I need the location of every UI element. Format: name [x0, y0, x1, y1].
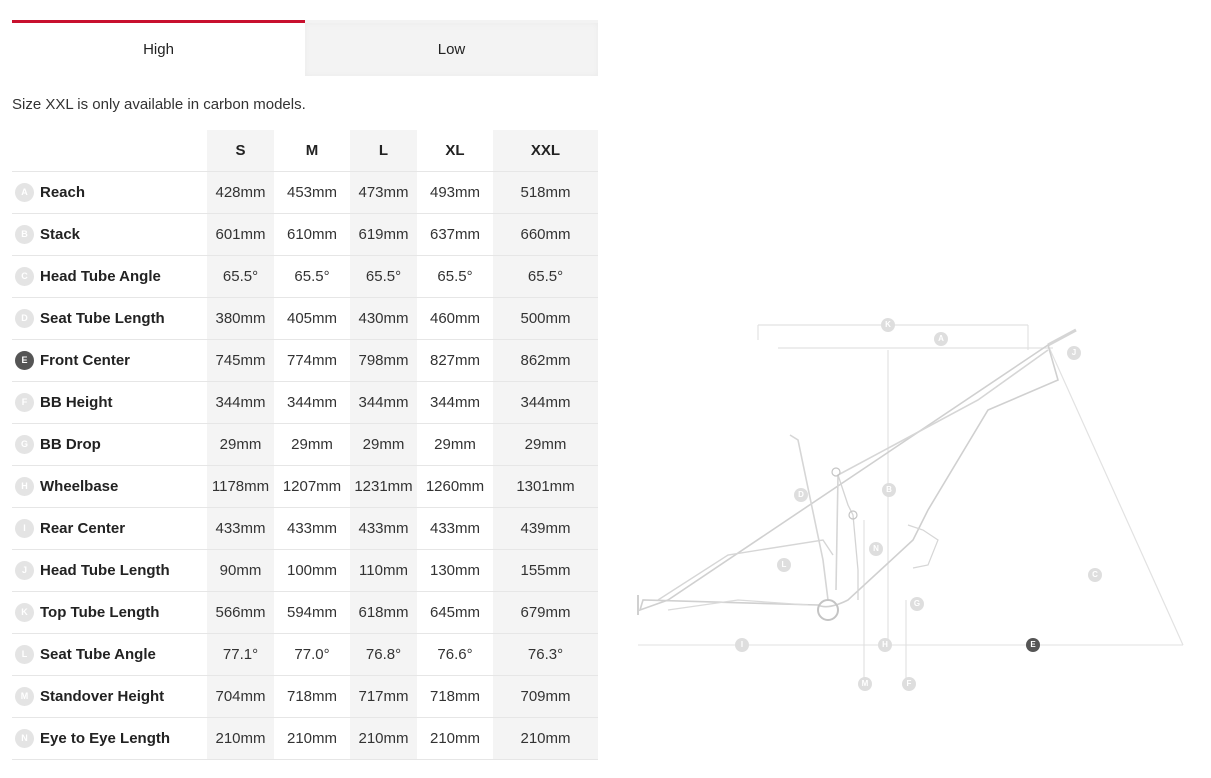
measurement-value: 460mm: [417, 297, 493, 339]
table-row: [12, 297, 598, 339]
measurement-badge: M: [15, 687, 34, 706]
diagram-label-a: A: [934, 332, 948, 346]
measurement-value: 29mm: [274, 423, 350, 465]
measurement-value: 493mm: [417, 171, 493, 213]
measurement-value: 774mm: [274, 339, 350, 381]
row-label-cell: [12, 675, 207, 717]
measurement-value: 344mm: [417, 381, 493, 423]
measurement-value: 1301mm: [493, 465, 598, 507]
diagram-label-k: K: [881, 318, 895, 332]
row-label-cell: [12, 255, 207, 297]
measurement-value: 210mm: [274, 717, 350, 759]
measurement-value: 433mm: [417, 507, 493, 549]
measurement-value: 29mm: [417, 423, 493, 465]
table-row: [12, 339, 598, 381]
measurement-badge: K: [15, 603, 34, 622]
measurement-value: 344mm: [274, 381, 350, 423]
measurement-value: 210mm: [350, 717, 417, 759]
measurement-value: 210mm: [417, 717, 493, 759]
measurement-badge: J: [15, 561, 34, 580]
measurement-label: Top Tube Length: [40, 603, 160, 621]
measurement-label: Seat Tube Angle: [40, 645, 156, 663]
measurement-value: 594mm: [274, 591, 350, 633]
measurement-value: 1231mm: [350, 465, 417, 507]
row-label-cell: [12, 213, 207, 255]
measurement-label: BB Drop: [40, 435, 101, 453]
measurement-value: 618mm: [350, 591, 417, 633]
table-row: [12, 465, 598, 507]
measurement-value: 473mm: [350, 171, 417, 213]
measurement-value: 679mm: [493, 591, 598, 633]
measurement-label: Eye to Eye Length: [40, 729, 171, 747]
diagram-label-e: E: [1026, 638, 1040, 652]
diagram-label-b: B: [882, 483, 896, 497]
geometry-table: [12, 130, 598, 760]
measurement-value: 380mm: [207, 297, 274, 339]
measurement-value: 430mm: [350, 297, 417, 339]
measurement-badge: E: [15, 351, 34, 370]
measurement-badge: L: [15, 645, 34, 664]
measurement-value: 100mm: [274, 549, 350, 591]
measurement-value: 827mm: [417, 339, 493, 381]
measurement-badge: C: [15, 267, 34, 286]
measurement-value: 210mm: [207, 717, 274, 759]
diagram-label-m: M: [858, 677, 872, 691]
measurement-value: 65.5°: [417, 255, 493, 297]
table-row: [12, 213, 598, 255]
measurement-value: 862mm: [493, 339, 598, 381]
size-header-xl: XL: [417, 130, 493, 171]
measurement-value: 518mm: [493, 171, 598, 213]
measurement-value: 439mm: [493, 507, 598, 549]
measurement-badge: N: [15, 729, 34, 748]
measurement-value: 110mm: [350, 549, 417, 591]
measurement-label: Head Tube Length: [40, 561, 170, 579]
measurement-value: 65.5°: [493, 255, 598, 297]
measurement-badge: F: [15, 393, 34, 412]
measurement-value: 619mm: [350, 213, 417, 255]
measurement-label: Seat Tube Length: [40, 309, 165, 327]
measurement-value: 601mm: [207, 213, 274, 255]
measurement-value: 637mm: [417, 213, 493, 255]
measurement-value: 1207mm: [274, 465, 350, 507]
diagram-label-n: N: [869, 542, 883, 556]
measurement-value: 709mm: [493, 675, 598, 717]
measurement-value: 77.0°: [274, 633, 350, 675]
geometry-tabs: [12, 20, 598, 76]
measurement-value: 130mm: [417, 549, 493, 591]
measurement-badge: H: [15, 477, 34, 496]
diagram-label-f: F: [902, 677, 916, 691]
measurement-label: Head Tube Angle: [40, 267, 161, 285]
measurement-badge: B: [15, 225, 34, 244]
measurement-value: 566mm: [207, 591, 274, 633]
measurement-value: 344mm: [350, 381, 417, 423]
row-label-cell: [12, 633, 207, 675]
row-label-cell: [12, 465, 207, 507]
measurement-value: 1178mm: [207, 465, 274, 507]
measurement-label: Reach: [40, 183, 86, 201]
measurement-value: 610mm: [274, 213, 350, 255]
measurement-value: 704mm: [207, 675, 274, 717]
measurement-value: 745mm: [207, 339, 274, 381]
measurement-value: 433mm: [274, 507, 350, 549]
table-row: [12, 423, 598, 465]
table-row: [12, 591, 598, 633]
measurement-value: 65.5°: [274, 255, 350, 297]
bike-frame-illustration: [628, 300, 1198, 710]
measurement-badge: I: [15, 519, 34, 538]
measurement-badge: D: [15, 309, 34, 328]
header-spacer: [12, 130, 207, 171]
diagram-label-h: H: [878, 638, 892, 652]
tab-high[interactable]: High: [12, 20, 305, 76]
bike-geometry-diagram: [628, 300, 1198, 710]
measurement-label: Wheelbase: [40, 477, 119, 495]
row-label-cell: [12, 297, 207, 339]
measurement-value: 155mm: [493, 549, 598, 591]
row-label-cell: [12, 549, 207, 591]
measurement-badge: G: [15, 435, 34, 454]
diagram-label-l: L: [777, 558, 791, 572]
size-header-l: L: [350, 130, 417, 171]
measurement-value: 1260mm: [417, 465, 493, 507]
measurement-label: Rear Center: [40, 519, 126, 537]
measurement-value: 500mm: [493, 297, 598, 339]
measurement-value: 76.8°: [350, 633, 417, 675]
measurement-value: 718mm: [417, 675, 493, 717]
measurement-value: 798mm: [350, 339, 417, 381]
diagram-label-d: D: [794, 488, 808, 502]
table-row: [12, 717, 598, 759]
measurement-label: Front Center: [40, 351, 130, 369]
measurement-value: 76.3°: [493, 633, 598, 675]
measurement-value: 76.6°: [417, 633, 493, 675]
measurement-value: 718mm: [274, 675, 350, 717]
measurement-value: 29mm: [207, 423, 274, 465]
measurement-value: 405mm: [274, 297, 350, 339]
size-header-xxl: XXL: [493, 130, 598, 171]
row-label-cell: [12, 507, 207, 549]
measurement-value: 645mm: [417, 591, 493, 633]
table-row: [12, 171, 598, 213]
availability-note: Size XXL is only available in carbon models.: [12, 96, 306, 113]
measurement-value: 77.1°: [207, 633, 274, 675]
table-row: [12, 381, 598, 423]
measurement-value: 65.5°: [350, 255, 417, 297]
measurement-value: 65.5°: [207, 255, 274, 297]
diagram-label-c: C: [1088, 568, 1102, 582]
diagram-label-i: I: [735, 638, 749, 652]
table-header-row: [12, 130, 598, 171]
measurement-value: 344mm: [207, 381, 274, 423]
row-label-cell: [12, 717, 207, 759]
measurement-label: Stack: [40, 225, 81, 243]
row-label-cell: [12, 339, 207, 381]
table-row: [12, 255, 598, 297]
table-row: [12, 675, 598, 717]
measurement-value: 29mm: [493, 423, 598, 465]
table-row: [12, 633, 598, 675]
row-label-cell: [12, 591, 207, 633]
measurement-value: 428mm: [207, 171, 274, 213]
measurement-value: 660mm: [493, 213, 598, 255]
measurement-value: 433mm: [350, 507, 417, 549]
measurement-value: 453mm: [274, 171, 350, 213]
size-header-m: M: [274, 130, 350, 171]
measurement-label: BB Height: [40, 393, 113, 411]
table-row: [12, 507, 598, 549]
diagram-label-g: G: [910, 597, 924, 611]
measurement-value: 210mm: [493, 717, 598, 759]
measurement-badge: A: [15, 183, 34, 202]
tab-low[interactable]: Low: [305, 20, 598, 76]
row-label-cell: [12, 381, 207, 423]
measurement-value: 717mm: [350, 675, 417, 717]
measurement-value: 433mm: [207, 507, 274, 549]
row-label-cell: [12, 171, 207, 213]
measurement-label: Standover Height: [40, 687, 165, 705]
row-label-cell: [12, 423, 207, 465]
measurement-value: 344mm: [493, 381, 598, 423]
table-row: [12, 549, 598, 591]
measurement-value: 90mm: [207, 549, 274, 591]
measurement-value: 29mm: [350, 423, 417, 465]
size-header-s: S: [207, 130, 274, 171]
diagram-label-j: J: [1067, 346, 1081, 360]
